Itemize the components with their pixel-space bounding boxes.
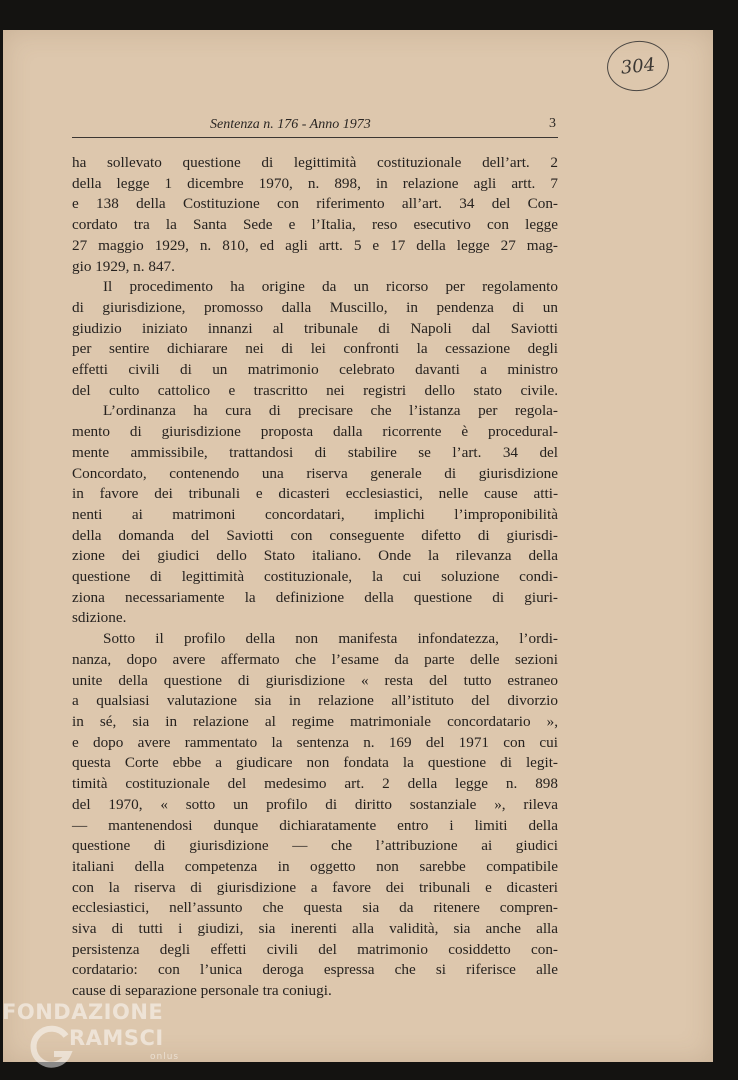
text-line: in sé, sia in relazione al regime matrimoniale concordatario », — [72, 712, 558, 730]
text-line: con la riserva di giurisdizione a favore dei tribunali e dicasteri — [72, 878, 558, 896]
text-line: del culto cattolico e trascritto nei registri dello stato civile. — [72, 381, 558, 399]
text-line: giudizio iniziato innanzi al tribunale di Napoli dal Saviotti — [72, 319, 558, 337]
annotation-text: 304 — [619, 53, 657, 79]
text-line: cordatario: con l’unica deroga espressa che si riferisce alle — [72, 961, 558, 979]
text-line: a qualsiasi valutazione sia in relazione all’istituto del divorzio — [72, 692, 558, 710]
text-line: italiani della competenza in oggetto non sarebbe compatibile — [72, 857, 558, 875]
text-line: e dopo avere rammentato la sentenza n. 169 del 1971 con cui — [72, 733, 558, 751]
text-line: — mantenendosi dunque dichiaratamente entro i limiti della — [72, 816, 558, 834]
watermark-line-2: RAMSCI — [69, 1026, 164, 1050]
text-line: siva di tutti i giudizi, sia inerenti alla validità, sia anche alla — [72, 920, 558, 938]
running-header — [72, 115, 558, 138]
text-line: questione di giurisdizione — che l’attribuzione ai giudici — [72, 837, 558, 855]
text-line: gio 1929, n. 847. — [72, 257, 175, 275]
text-line: ecclesiastici, nell’assunto che questa sia da ritenere compren- — [72, 899, 558, 917]
text-line: effetti civili di un matrimonio celebrato davanti a ministro — [72, 361, 558, 379]
text-line: cordato tra la Santa Sede e l’Italia, reso esecutivo con legge — [72, 216, 558, 234]
text-line: del 1970, « sotto un profilo di diritto sostanziale », rileva — [72, 795, 558, 813]
text-line: cause di separazione personale tra coniugi. — [72, 982, 332, 1000]
text-line: per sentire dichiarare nei di lei confronti la cessazione degli — [72, 340, 558, 358]
text-line: zione dei giudici dello Stato italiano. Onde la rilevanza della — [72, 547, 558, 565]
text-line: mento di giurisdizione proposta dalla ricorrente è procedural- — [72, 423, 558, 441]
watermark-line-3: onlus — [150, 1052, 180, 1062]
text-line: e 138 della Costituzione con riferimento all’art. 34 del Con- — [72, 195, 558, 213]
text-line: della domanda del Saviotti con conseguente difetto di giurisdi- — [72, 526, 558, 544]
text-line: in favore dei tribunali e dicasteri ecclesiastici, nelle cause atti- — [72, 485, 558, 503]
text-line: Concordato, contenendo una riserva generale di giurisdizione — [72, 464, 558, 482]
text-line: nanza, dopo avere affermato che l’esame da parte delle sezioni — [72, 650, 558, 668]
text-line: nenti ai matrimoni concordatari, implichi l’improponibilità — [72, 505, 558, 523]
document-body — [72, 153, 558, 1002]
header-title: Sentenza n. 176 - Anno 1973 — [210, 117, 371, 132]
text-line: sdizione. — [72, 609, 127, 627]
text-line: questione di legittimità costituzionale, la cui soluzione condi- — [72, 568, 558, 586]
text-line: L’ordinanza ha cura di precisare che l’istanza per regola- — [103, 402, 558, 420]
text-line: 27 maggio 1929, n. 810, ed agli artt. 5 e 17 della legge 27 mag- — [72, 236, 558, 254]
text-line: Sotto il profilo della non manifesta infondatezza, l’ordi- — [103, 630, 558, 648]
text-line: di giurisdizione, promosso dalla Muscillo, in pendenza di un — [72, 298, 558, 316]
text-line: persistenza degli effetti civili del matrimonio cosiddetto con- — [72, 940, 558, 958]
text-line: questa Corte ebbe a giudicare non fondata la questione di legit- — [72, 754, 558, 772]
text-line: Il procedimento ha origine da un ricorso per regolamento — [103, 278, 558, 296]
text-line: mente ammissibile, trattandosi di stabilire se l’art. 34 del — [72, 443, 558, 461]
text-line: timità costituzionale del medesimo art. 2 della legge n. 898 — [72, 775, 558, 793]
text-line: ziona necessariamente la definizione della questione di giuri- — [72, 588, 558, 606]
watermark-line-1: FONDAZIONE — [2, 1000, 164, 1024]
page-number: 3 — [549, 116, 556, 131]
text-line: della legge 1 dicembre 1970, n. 898, in relazione agli artt. 7 — [72, 174, 558, 192]
fondazione-gramsci-watermark — [2, 998, 202, 1074]
text-line: unite della questione di giurisdizione « resta del tutto estraneo — [72, 671, 558, 689]
text-line: ha sollevato questione di legittimità costituzionale dell’art. 2 — [72, 154, 558, 171]
gramsci-g-logo-icon — [28, 1024, 74, 1070]
